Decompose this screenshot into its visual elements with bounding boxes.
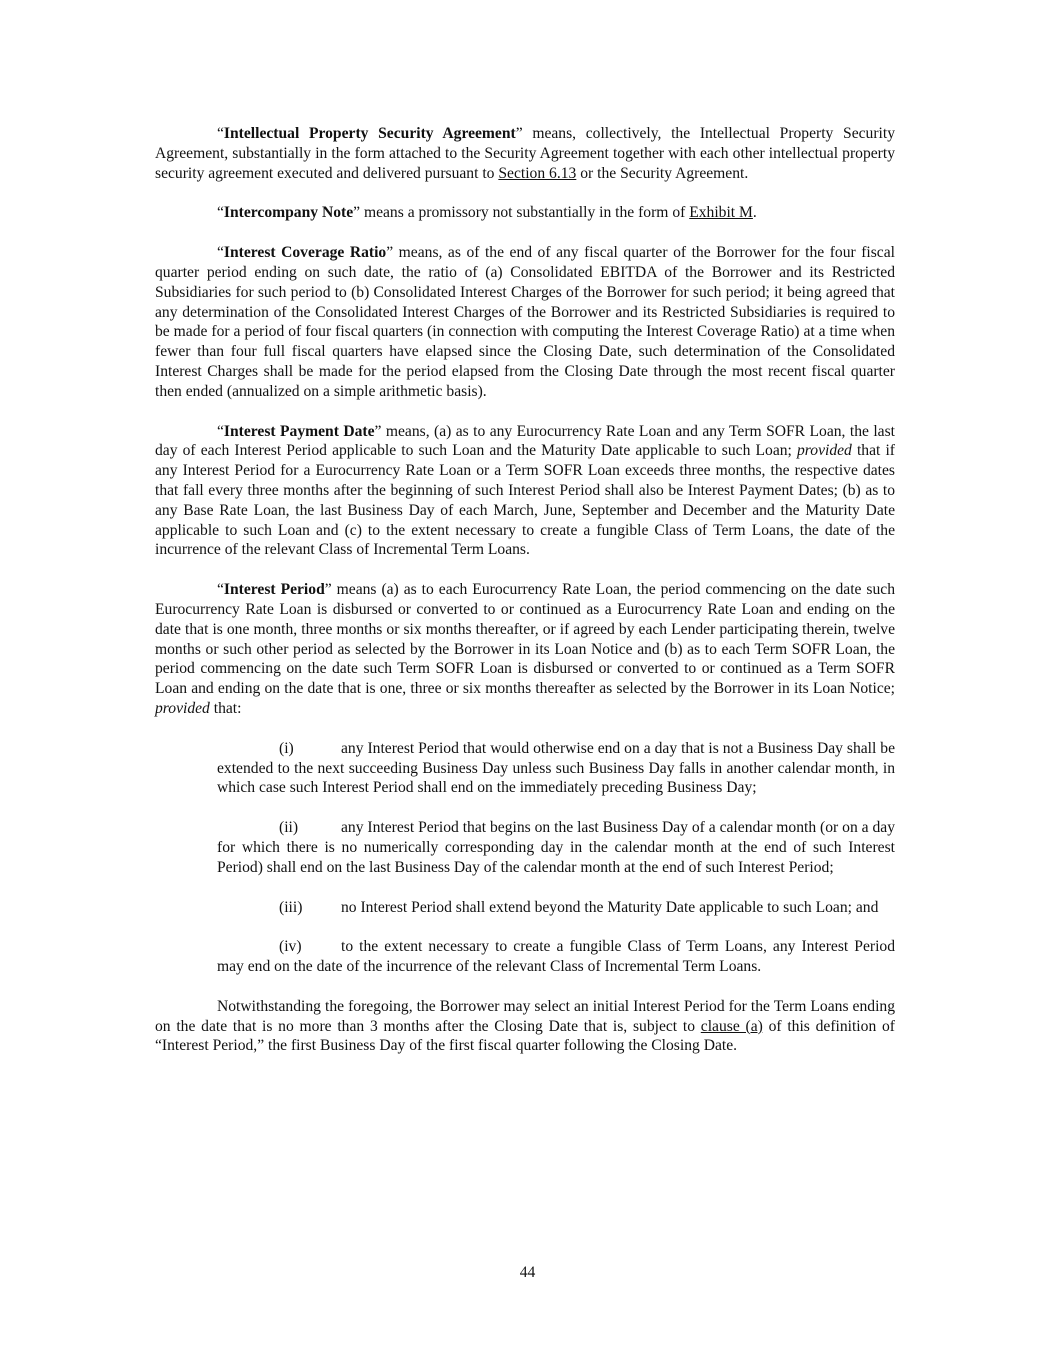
clause-number: (iv) (279, 938, 302, 956)
defined-term: Intercompany Note (223, 204, 354, 222)
clause-a-reference: clause (a) (700, 1017, 763, 1035)
document-page (155, 124, 895, 1076)
interest-period-clause-i: (i) any Interest Period that would otherwise end on a day that is not a Business Day shall be extended to the next succeeding Business Day unless such Business Day falls in another calendar month, in which case such Interest Period shall end on the immediately preceding Business Day; (217, 739, 895, 797)
definition-interest-period: “Interest Period” means (a) as to each Eurocurrency Rate Loan, the period commencing on the date such Eurocurrency Rate Loan is disbursed or converted to or continued as a Eurocurrency Rate Loan and ending on the date that is one month, three months or six months thereafter, or if agreed by each Lender participating therein, twelve months or such other period as selected by the Borrower in its Loan Notice and (b) as to each Term SOFR Loan, the period commencing on the date such Term SOFR Loan is disbursed or converted to or continued as a Term SOFR Loan and ending on the date that is one, three or six months thereafter as selected by the Borrower in its Loan Notice; provided that: (155, 581, 896, 717)
definition-intellectual-property-security-agreement: “Intellectual Property Security Agreement” means, collectively, the Intellectual Property Security Agreement, substantially in the form attached to the Security Agreement together with each other intellectual property security agreement executed and delivered pursuant to Section 6.13 or the Security Agreement. (155, 125, 896, 182)
interest-period-clause-ii: (ii) any Interest Period that begins on the last Business Day of a calendar month (or on a day for which there is no numerically corresponding day in the calendar month at the end of such Interest Period) shall end on the last Business Day of the calendar month at the end of such Interest Period; (217, 819, 895, 876)
definition-interest-coverage-ratio: “Interest Coverage Ratio” means, as of the end of any fiscal quarter of the Borrower for the four fiscal quarter period ending on such date, the ratio of (a) Consolidated EBITDA of the Borrower and its Restricted Subsidiaries for such period to (b) Consolidated Interest Charges of the Borrower for such period; it being agreed that any determination of the Consolidated Interest Charges of the Borrower and its Restricted Subsidiaries is required to be made for a period of four fiscal quarters (in connection with computing the Interest Coverage Ratio) at a time when fewer than four full fiscal quarters have elapsed since the Closing Date, such determination of the Consolidated Interest Charges shall be made for the period elapsed from the Closing Date through the most recent fiscal quarter then ended (annualized on a simple arithmetic basis). (155, 244, 895, 400)
notwithstanding-paragraph: Notwithstanding the foregoing, the Borrower may select an initial Interest Period for the Term Loans ending on the date that is no more than 3 months after the Closing Date that is, subject to clause (a) of this definition of “Interest Period,” the first Business Day of the first fiscal quarter following the Closing Date. (155, 997, 895, 1055)
interest-period-clause-iv: (iv) to the extent necessary to create a fungible Class of Term Loans, any Interest Period may end on the date of the incurrence of the relevant Class of Incremental Term Loans. (217, 938, 895, 976)
exhibit-m-reference: Exhibit M (689, 204, 753, 222)
section-6-13-reference: Section 6.13 (498, 164, 577, 182)
interest-period-clause-iii: (iii) no Interest Period shall extend beyond the Maturity Date applicable to such Loan; and (279, 898, 879, 916)
clause-number: (i) (279, 739, 294, 757)
definition-interest-payment-date: “Interest Payment Date” means, (a) as to any Eurocurrency Rate Loan and any Term SOFR Loan, the last day of each Interest Period applicable to such Loan and the Maturity Date applicable to such Loan; provided that if any Interest Period for a Eurocurrency Rate Loan or a Term SOFR Loan exceeds three months, the respective dates that fall every three months after the beginning of such Interest Period shall also be Interest Payment Dates; (b) as to any Base Rate Loan, the last Business Day of each March, June, September and December and the Maturity Date applicable to such Loan and (c) to the extent necessary to create a fungible Class of Term Loans, the date of the incurrence of the relevant Class of Incremental Term Loans. (155, 422, 895, 559)
page-number: 44 (519, 1264, 536, 1281)
defined-term: Interest Coverage Ratio (223, 244, 387, 262)
defined-term: Intellectual Property Security Agreement (223, 125, 516, 142)
clause-number: (iii) (279, 898, 303, 916)
definition-intercompany-note: “Intercompany Note” means a promissory not substantially in the form of Exhibit M. (217, 204, 757, 222)
defined-term: Interest Payment Date (223, 422, 375, 440)
defined-term: Interest Period (223, 581, 325, 599)
clause-number: (ii) (279, 819, 299, 837)
